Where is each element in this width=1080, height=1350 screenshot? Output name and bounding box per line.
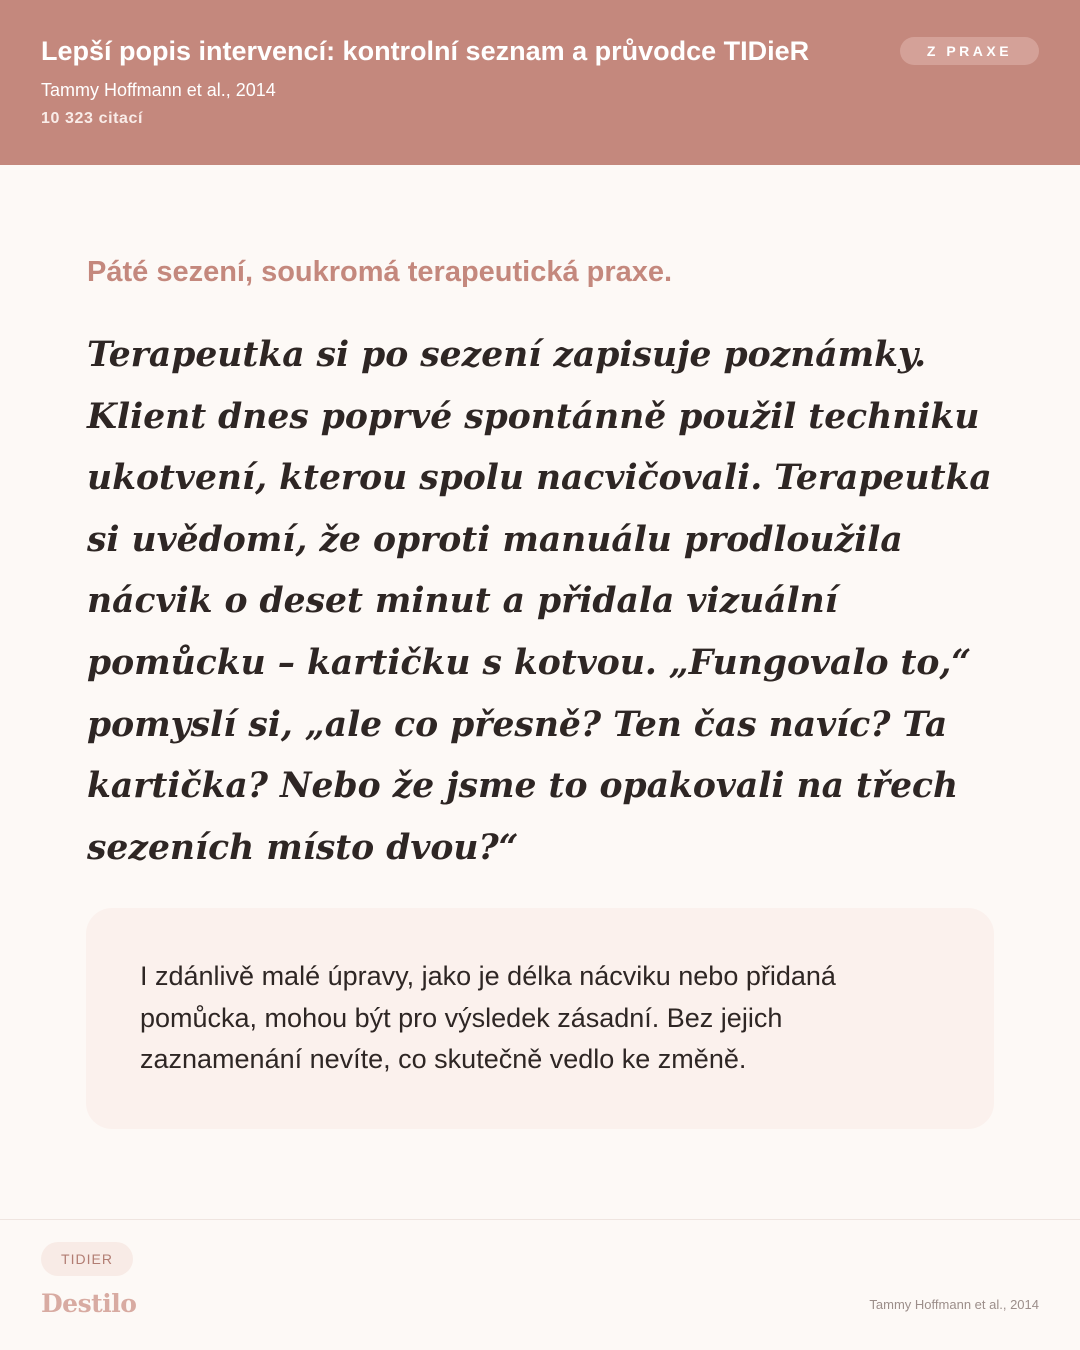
- topic-tag[interactable]: TIDIER: [41, 1242, 133, 1276]
- article-title: Lepší popis intervencí: kontrolní seznam a průvodce TIDieR: [41, 36, 810, 66]
- scene-label: Páté sezení, soukromá terapeutická praxe.: [87, 256, 673, 288]
- category-badge: Z PRAXE: [900, 37, 1039, 65]
- article-authors: Tammy Hoffmann et al., 2014: [41, 80, 276, 100]
- story-text: Terapeutka si po sezení zapisuje poznámky. Klient dnes poprvé spontánně použil techniku ukotvení, kterou spolu nacvičovali. Terapeutka si uvědomí, že oproti manuálu prodloužila nácvik o deset minut a přidala vizuální pomůcku – kartičku s kotvou. „Fungovalo to,“ pomyslí si, „ale co přesně? Ten čas navíc? Ta kartička? Nebo že jsme to opakovali na třech sezeních místo dvou?“: [87, 335, 992, 868]
- citation-count: 10 323 citací: [41, 110, 144, 127]
- callout-text: I zdánlivě malé úpravy, jako je délka nácviku nebo přidaná pomůcka, mohou být pro výsledek zásadní. Bez jejich zaznamenání nevíte, co skutečně vedlo ke změně.: [140, 961, 836, 1074]
- brand-logo: Destilo: [41, 1289, 137, 1318]
- callout-box: [86, 908, 994, 1129]
- footer-divider: [0, 1219, 1080, 1220]
- footer-credit: Tammy Hoffmann et al., 2014: [869, 1297, 1039, 1312]
- header-banner: [0, 0, 1080, 165]
